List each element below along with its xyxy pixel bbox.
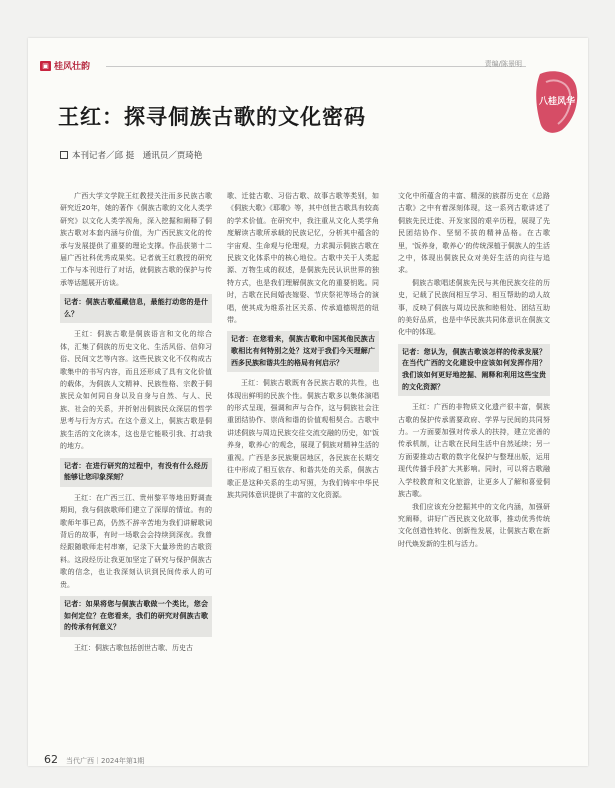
question-2: 记者：在进行研究的过程中，有没有什么经历能够让您印象深刻？: [60, 458, 212, 487]
column-3-continuation: 文化中所蕴含的丰富、精深的族群历史在《总路古歌》之中有着深刻体现，这一系列古歌讲述了侗族先民迁徙、开发家园的艰辛历程，展现了先民团结协作、坚韧不拔的精神品格。在古歌里，'饭养身，歌养心'的传统深植于侗族人的生活之中，体现出侗族民众对美好生活的向往与追求。: [398, 192, 550, 275]
question-5: 记者：您认为，侗族古歌该怎样的传承发展？在当代广西的文化建设中应该如何发挥作用？我们该如何更好地挖掘、阐释和利用这些宝贵的文化资源？: [398, 344, 550, 396]
section-tag: [40, 59, 90, 72]
byline: [60, 149, 202, 161]
answer-3: 王红：侗族古歌包括创世古歌、历史古: [74, 643, 193, 652]
section-label: 桂风壮韵: [54, 62, 91, 72]
answer-1: 王红：侗族古歌是侗族语言和文化的综合体，汇集了侗族的历史文化、生活风俗、信仰习俗、民间文艺等内容。这些民族文化不仅构成古歌集中的书写内容，而且还形成了具有文化价值的载体，为侗族人文精神、民族性格、宗教于侗族民众如何同自身以及自身与自然、与人、民族、社会的关系，并折射出侗族民众深层的哲学思考与行为方式。在这个意义上，侗族古歌是侗族生活的文化读本，这也是它能吸引我、打动我的地方。: [60, 330, 212, 451]
question-4: 记者：在您看来，侗族古歌和中国其他民族古歌相比有何特别之处？这对于我们今天理解广西多民族和谐共生的格局有何启示？: [227, 331, 379, 372]
editor-credit: 责编/陈景明: [484, 60, 522, 68]
column-3: [398, 190, 550, 730]
question-1: 记者：侗族古歌蕴藏信息，最能打动您的是什么？: [60, 294, 212, 323]
header-rule: [106, 66, 526, 67]
magazine-issue: 当代广西｜2024年第1期: [66, 757, 145, 765]
closing-paragraph: 我们应该充分挖掘其中的文化内涵，加强研究阐释，讲好广西民族文化故事，推动优秀传统文化创造性转化、创新性发展，让侗族古歌在新时代焕发新的生机与活力。: [398, 502, 550, 548]
column-2: [227, 190, 379, 730]
column-1: [60, 190, 212, 730]
answer-2: 王红：在广西三江、贵州黎平等地田野调查期间，我与侗族歌师们建立了深厚的情谊。有的歌师年事已高，仍然不辞辛苦地为我们讲解歌词背后的故事，有时一场歌会会持续到深夜。我曾经跟随歌师走村串寨，记录下大量珍贵的古歌资料。这段经历让我更加坚定了研究与保护侗族古歌的信念，也让我深刻认识到民间传承人的可贵。: [60, 493, 212, 589]
section-mark-icon: ▣: [40, 61, 51, 71]
column-logo-icon: [532, 68, 582, 138]
logo-text: 八桂风华: [538, 97, 576, 107]
article-title: 王红：探寻侗族古歌的文化密码: [58, 105, 366, 129]
byline-text: 本刊记者／邱 挺 通讯员／贾琦艳: [72, 151, 203, 161]
page-number: 62: [44, 753, 58, 766]
column-2-continuation: 歌、迁徙古歌、习俗古歌、故事古歌等类别，如《侗族大歌》《耶歌》等，其中创世古歌具有较高的学术价值。在研究中，我注重从文化人类学角度解读古歌所承载的民族记忆，分析其中蕴含的宇宙观、生命观与伦理观，力求揭示侗族古歌在民族文化体系中的核心地位。古歌中关于人类起源、万物生成的叙述，是侗族先民认识世界的独特方式，也是我们理解侗族文化的重要钥匙。同时，古歌在民间婚丧嫁娶、节庆祭祀等场合的演唱，使其成为维系社区关系、传承道德规范的纽带。: [227, 192, 379, 325]
answer-5: 王红：广西的非物质文化遗产很丰富，侗族古歌的保护传承需要政府、学界与民间的共同努力。一方面要加强对传承人的扶持，建立完善的传承机制，让古歌在民间生活中自然延续；另一方面要推动古歌的数字化保护与整理出版，运用现代传播手段扩大其影响。同时，可以将古歌融入学校教育和文化旅游，让更多人了解和喜爱侗族古歌。: [398, 403, 550, 499]
page-footer: [44, 753, 144, 766]
magazine-page: [28, 38, 588, 766]
intro-paragraph: 广西大学文学院王红教授关注而多民族古歌研究近20年，她的著作《侗族古歌的文化人类学研究》以文化人类学视角，深入挖掘和阐释了侗族古歌对本套内涵与价值，为广西民族文化的传承与发展提供了重要的理论支撑。作品获第十二届广西社科优秀成果奖。记者就王红教授的研究工作与本刊进行了对话，就侗族古歌的保护与传承等话题展开访谈。: [60, 192, 212, 287]
column-3-paragraph-2: 侗族古歌唱述侗族先民与其他民族交往的历史，记载了民族间相互学习、相互帮助的动人故事，反映了侗族与周边民族和睦相处、团结互助的美好品质，也是中华民族共同体意识在侗族文化中的体现。: [398, 278, 550, 337]
byline-square-icon: [60, 151, 68, 159]
question-3: 记者：如果将您与侗族古歌做一个类比，您会如何定位？在您看来，我们的研究对侗族古歌的传承有何意义？: [60, 596, 212, 637]
answer-4: 王红：侗族古歌既有各民族古歌的共性，也体现出鲜明的民族个性。侗族古歌多以集体演唱的形式呈现，强调和声与合作，这与侗族社会注重团结协作、崇尚和谐的价值观相契合。古歌中讲述侗族与周边民族交往交流交融的历史，如'饭养身，歌养心'的观念，展现了侗族对精神生活的重视。广西是多民族聚居地区，各民族在长期交往中形成了相互依存、和谐共处的关系，侗族古歌正是这种关系的生动写照，为我们铸牢中华民族共同体意识提供了丰富的文化资源。: [227, 379, 379, 499]
